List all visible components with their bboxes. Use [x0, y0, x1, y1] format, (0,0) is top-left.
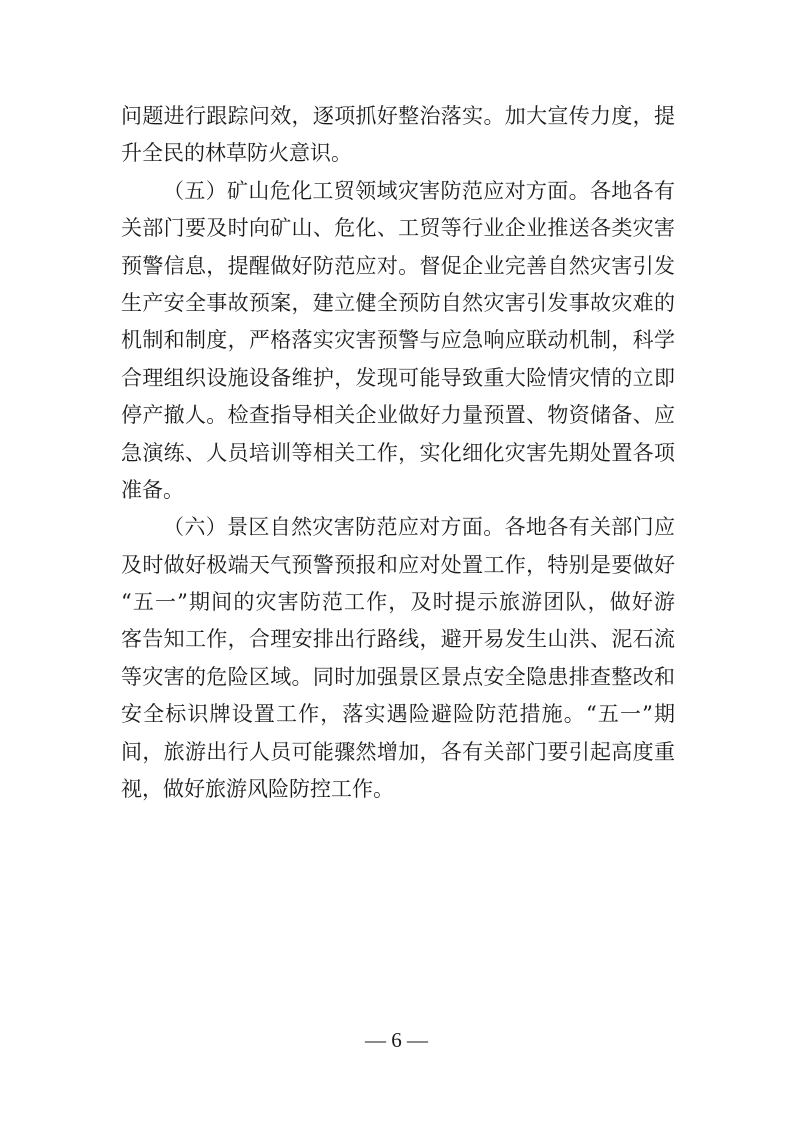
text-line: 等灾害的危险区域。同时加强景区景点安全隐患排查整改和 [121, 664, 675, 689]
text-line: （六）景区自然灾害防范应对方面。各地各有关部门应 [163, 515, 675, 540]
text-line: 间，旅游出行人员可能骤然增加，各有关部门要引起高度重 [121, 739, 675, 764]
text-line: 客告知工作，合理安排出行路线，避开易发生山洪、泥石流 [121, 627, 675, 652]
body-text [121, 98, 675, 808]
text-line: 停产撤人。检查指导相关企业做好力量预置、物资储备、应 [121, 403, 675, 428]
text-line: 问题进行跟踪问效，逐项抓好整治落实。加大宣传力度，提 [121, 104, 675, 128]
text-line: 预警信息，提醒做好防范应对。督促企业完善自然灾害引发 [121, 253, 675, 278]
text-line: 视，做好旅游风险防控工作。 [121, 777, 394, 802]
text-line: 关部门要及时向矿山、危化、工贸等行业企业推送各类灾害 [121, 216, 675, 241]
text-line: 合理组织设施设备维护，发现可能导致重大险情灾情的立即 [121, 365, 675, 390]
paragraph-section-5 [121, 173, 675, 510]
text-line: 准备。 [121, 477, 184, 502]
text-line: 机制和制度，严格落实灾害预警与应急响应联动机制，科学 [121, 328, 675, 353]
text-line: 生产安全事故预案，建立健全预防自然灾害引发事故灾难的 [121, 290, 675, 315]
text-line: 急演练、人员培训等相关工作，实化细化灾害先期处置各项 [121, 440, 675, 465]
text-line: 安全标识牌设置工作，落实遇险避险防范措施。“五一”期 [121, 702, 675, 727]
paragraph-section-6 [121, 509, 675, 808]
page-number: — 6 — [365, 1028, 428, 1052]
text-line: 升全民的林草防火意识。 [121, 141, 352, 166]
text-line: 及时做好极端天气预警预报和应对处置工作，特别是要做好 [121, 552, 675, 577]
text-line: （五）矿山危化工贸领域灾害防范应对方面。各地各有 [163, 178, 675, 203]
text-line: “五一”期间的灾害防范工作，及时提示旅游团队，做好游 [121, 590, 675, 615]
paragraph-continuation [121, 98, 675, 173]
